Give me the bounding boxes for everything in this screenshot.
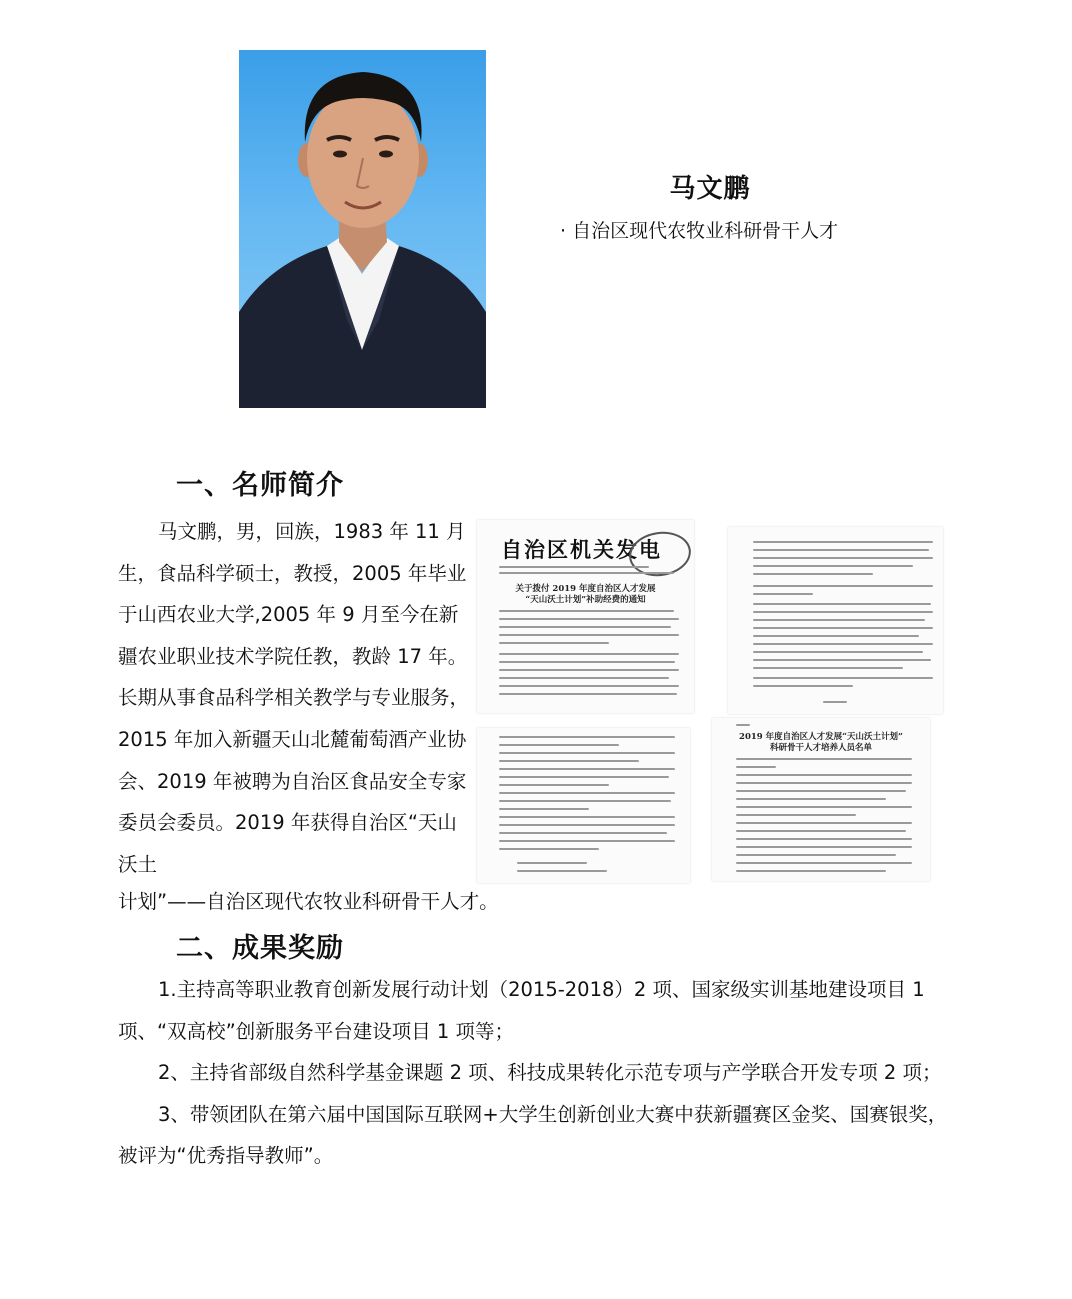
section-heading-awards: 二、成果奖励 bbox=[176, 933, 344, 964]
document-header: 自治区机关发电 bbox=[501, 537, 662, 562]
award-item: 2、主持省部级自然科学基金课题 2 项、科技成果转化示范专项与产学联合开发专项 2 项； bbox=[158, 1061, 942, 1084]
document-image-notice-page2 bbox=[477, 728, 690, 883]
document-subtitle-2: “天山沃土计划”补助经费的通知 bbox=[525, 595, 646, 605]
portrait-illustration bbox=[239, 50, 486, 408]
document-image-funding bbox=[728, 527, 943, 714]
namelist-title: 2019 年度自治区人才发展“天山沃土计划” bbox=[739, 732, 903, 742]
document-image-notice bbox=[477, 520, 694, 713]
intro-paragraph-tail: 计划”——自治区现代农牧业科研骨干人才。 bbox=[118, 890, 499, 913]
awards-list bbox=[118, 969, 960, 1177]
award-item: 3、带领团队在第六届中国国际互联网+大学生创新创业大赛中获新疆赛区金奖、国赛银奖，被评为“优秀指导教师”。 bbox=[118, 1102, 948, 1167]
namelist-title-2: 科研骨干人才培养人员名单 bbox=[769, 743, 872, 753]
honor-title: · 自治区现代农牧业科研骨干人才 bbox=[560, 220, 839, 242]
document-image-namelist bbox=[712, 718, 930, 881]
document-subtitle: 关于拨付 2019 年度自治区人才发展 bbox=[515, 584, 656, 594]
section-heading-intro: 一、名师简介 bbox=[176, 470, 344, 501]
teacher-name: 马文鹏 bbox=[669, 174, 751, 204]
award-item: 1.主持高等职业教育创新发展行动计划（2015-2018）2 项、国家级实训基地建设项目 1 项、“双高校”创新服务平台建设项目 1 项等； bbox=[118, 978, 925, 1043]
intro-paragraph: 马文鹏，男，回族，1983 年 11 月生，食品科学硕士，教授，2005 年毕业于山西农业大学,2005 年 9 月至今在新疆农业职业技术学院任教，教龄 17 年。长期从事食品科学相关教学与专业服务，2015 年加入新疆天山北麓葡萄酒产业协会、2019 年被聘为自治区食品安全专家委员会委员。2019 年获得自治区“天山沃土 bbox=[118, 520, 470, 876]
portrait-photo bbox=[239, 50, 486, 408]
